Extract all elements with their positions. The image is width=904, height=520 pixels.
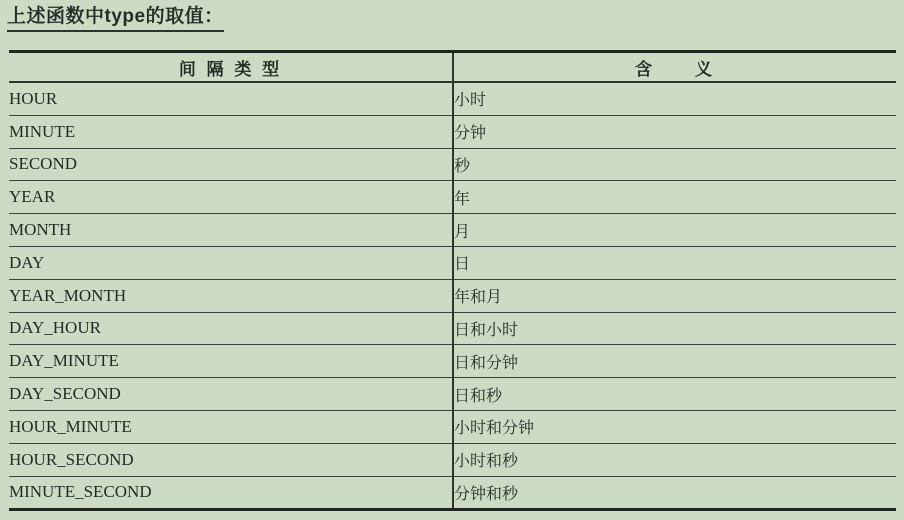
table-row bbox=[9, 476, 896, 510]
table-row bbox=[9, 82, 896, 115]
cell-interval-type: HOUR_SECOND bbox=[9, 443, 453, 476]
cell-meaning: 年和月 bbox=[453, 279, 896, 312]
cell-interval-type: HOUR_MINUTE bbox=[9, 410, 453, 443]
cell-interval-type: MINUTE_SECOND bbox=[9, 476, 453, 510]
table-row bbox=[9, 312, 896, 345]
header-meaning: 含 义 bbox=[453, 52, 896, 83]
cell-interval-type: HOUR bbox=[9, 82, 453, 115]
header-row bbox=[9, 52, 896, 83]
cell-interval-type: DAY_MINUTE bbox=[9, 345, 453, 378]
cell-interval-type: DAY_HOUR bbox=[9, 312, 453, 345]
table-row bbox=[9, 279, 896, 312]
cell-meaning: 日 bbox=[453, 246, 896, 279]
cell-interval-type: YEAR_MONTH bbox=[9, 279, 453, 312]
page-title: 上述函数中type的取值： bbox=[7, 5, 224, 32]
cell-meaning: 小时和秒 bbox=[453, 443, 896, 476]
table-header bbox=[9, 52, 896, 83]
table-row bbox=[9, 378, 896, 411]
interval-type-table bbox=[9, 50, 896, 511]
cell-interval-type: SECOND bbox=[9, 148, 453, 181]
cell-meaning: 分钟 bbox=[453, 115, 896, 148]
cell-interval-type: YEAR bbox=[9, 181, 453, 214]
cell-meaning: 日和分钟 bbox=[453, 345, 896, 378]
cell-meaning: 日和秒 bbox=[453, 378, 896, 411]
table-row bbox=[9, 345, 896, 378]
cell-meaning: 小时 bbox=[453, 82, 896, 115]
cell-meaning: 秒 bbox=[453, 148, 896, 181]
cell-meaning: 年 bbox=[453, 181, 896, 214]
cell-meaning: 分钟和秒 bbox=[454, 485, 519, 503]
cell-interval-type: MINUTE bbox=[9, 115, 453, 148]
table-row bbox=[9, 443, 896, 476]
table-body bbox=[9, 82, 896, 510]
cell-interval-type: DAY bbox=[9, 246, 453, 279]
table-row bbox=[9, 148, 896, 181]
table-row bbox=[9, 115, 896, 148]
cell-interval-type: DAY_SECOND bbox=[9, 378, 453, 411]
table-row bbox=[9, 181, 896, 214]
cell-meaning: 日和小时 bbox=[453, 312, 896, 345]
table-row bbox=[9, 410, 896, 443]
cell-meaning: 小时和分钟 bbox=[453, 410, 896, 443]
table-row bbox=[9, 246, 896, 279]
cell-meaning: 月 bbox=[453, 214, 896, 247]
header-interval-type: 间 隔 类 型 bbox=[9, 52, 453, 83]
cell-interval-type: MONTH bbox=[9, 214, 453, 247]
table-row bbox=[9, 214, 896, 247]
